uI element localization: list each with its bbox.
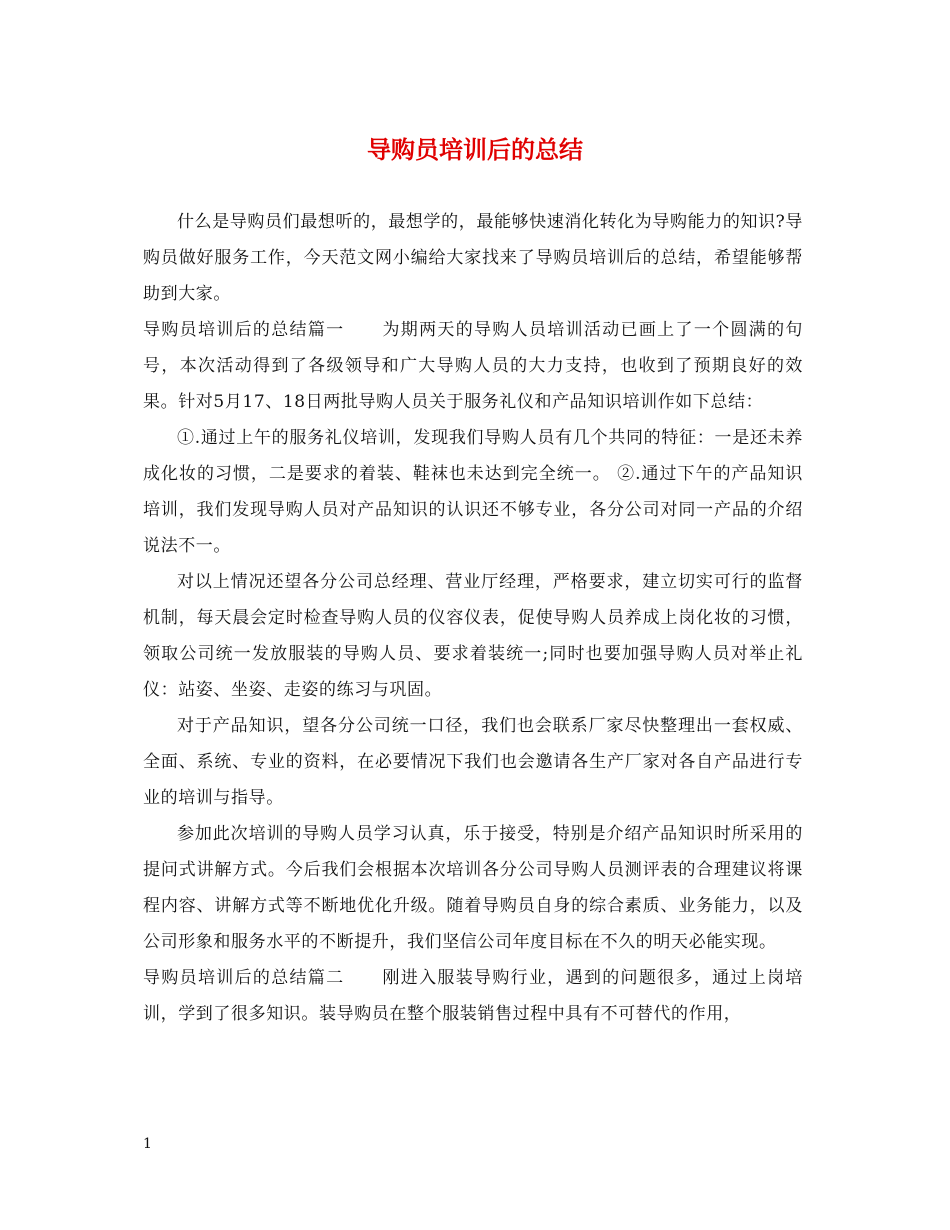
- section1-paragraph-4: 参加此次培训的导购人员学习认真，乐于接受，特别是介绍产品知识时所采用的提问式讲解方式。今后我们会根据本次培训各分公司导购人员测评表的合理建议将课程内容、讲解方式等不断地优化升级。随着导购员自身的综合素质、业务能力，以及公司形象和服务水平的不断提升，我们坚信公司年度目标在不久的明天必能实现。: [143, 824, 803, 952]
- section2-heading: 导购员培训后的总结篇二: [143, 968, 345, 988]
- document-body: [143, 204, 803, 1032]
- section1-paragraph-2: 对以上情况还望各分公司总经理、营业厅经理，严格要求，建立切实可行的监督机制，每天晨会定时检查导购人员的仪容仪表，促使导购人员养成上岗化妆的习惯，领取公司统一发放服装的导购人员、要求着装统一;同时也要加强导购人员对举止礼仪：站姿、坐姿、走姿的练习与巩固。: [143, 572, 803, 700]
- intro-paragraph: 什么是导购员们最想听的，最想学的，最能够快速消化转化为导购能力的知识?导购员做好服务工作，今天范文网小编给大家找来了导购员培训后的总结，希望能够帮助到大家。: [143, 212, 803, 304]
- section1-heading: 导购员培训后的总结篇一: [143, 320, 345, 340]
- page-number: 1: [143, 1136, 152, 1152]
- section1-paragraph-3: 对于产品知识，望各分公司统一口径，我们也会联系厂家尽快整理出一套权威、全面、系统、专业的资料，在必要情况下我们也会邀请各生产厂家对各自产品进行专业的培训与指导。: [143, 716, 803, 808]
- section2-paragraph: [143, 960, 803, 1032]
- section1-paragraph: [143, 312, 803, 420]
- document-title: 导购员培训后的总结: [367, 136, 583, 164]
- section1-paragraph-1: ①.通过上午的服务礼仪培训，发现我们导购人员有几个共同的特征：一是还未养成化妆的习惯，二是要求的着装、鞋袜也未达到完全统一。 ②.通过下午的产品知识培训，我们发现导购人员对产品知识的认识还不够专业，各分公司对同一产品的介绍说法不一。: [143, 428, 803, 556]
- section1-lead: 为期两天的导购人员培训活动已画上了一个圆满的句号，本次活动得到了各级领导和广大导购人员的大力支持，也收到了预期良好的效果。针对5月17、18日两批导购人员关于服务礼仪和产品知识培训作如下总结：: [143, 320, 803, 412]
- section2-lead: 刚进入服装导购行业，遇到的问题很多，通过上岗培训，学到了很多知识。装导购员在整个服装销售过程中具有不可替代的作用，: [143, 968, 803, 1024]
